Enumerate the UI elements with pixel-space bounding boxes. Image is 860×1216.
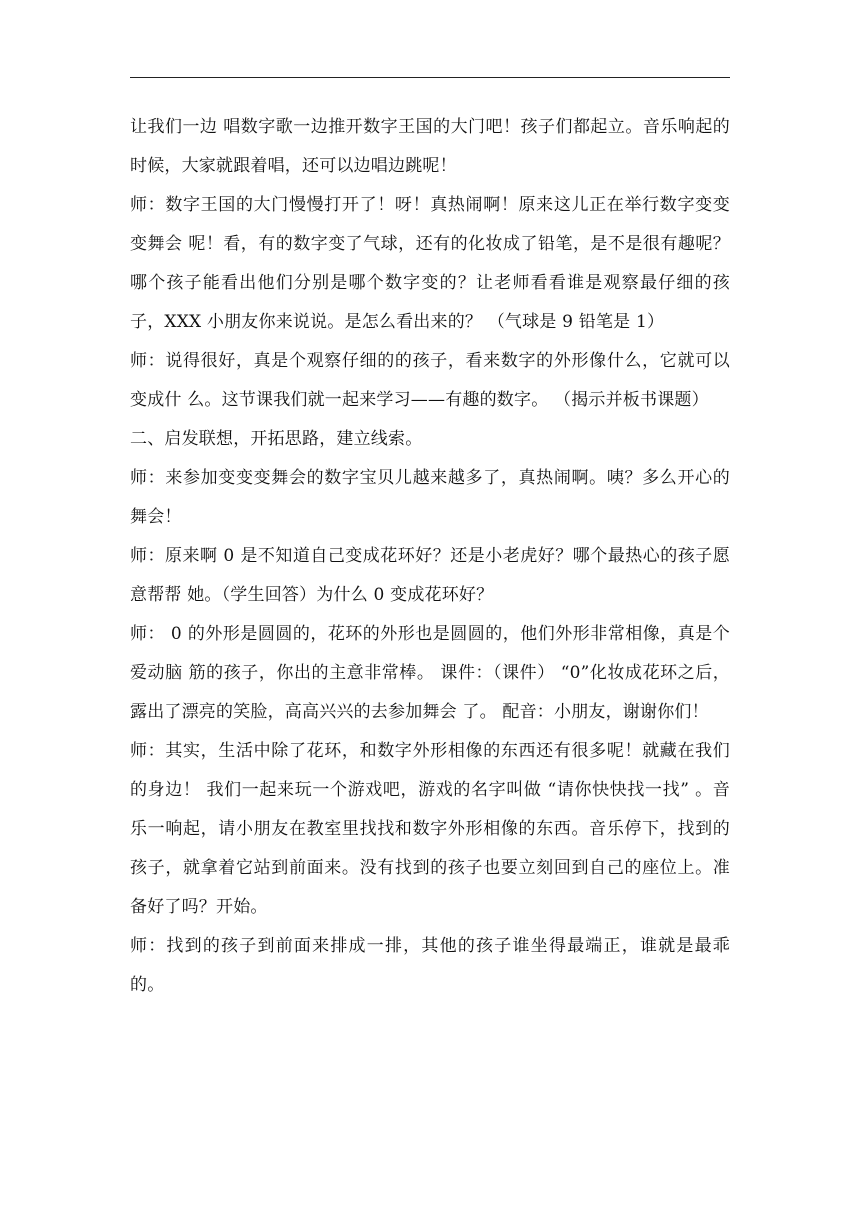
paragraph: 师：数字王国的大门慢慢打开了！呀！真热闹啊！原来这儿正在举行数字变变变舞会 呢！看，有的数字变了气球，还有的化妆成了铅笔，是不是很有趣呢？哪个孩子能看出他们分别是哪个数字变的？让老师看看谁是观察最仔细的孩子，XXX 小朋友你来说说。是怎么看出来的？ （气球是 9 铅笔是 1） (130, 195, 730, 332)
paragraph: 让我们一边 唱数字歌一边推开数字王国的大门吧！孩子们都起立。音乐响起的时候，大家就跟着唱，还可以边唱边跳呢！ (130, 117, 730, 176)
paragraph: 师：来参加变变变舞会的数字宝贝儿越来越多了，真热闹啊。咦？多么开心的舞会！ (130, 468, 730, 527)
paragraph: 师：找到的孩子到前面来排成一排，其他的孩子谁坐得最端正，谁就是最乖 的。 (130, 936, 730, 995)
section-heading: 二、启发联想，开拓思路，建立线索。 (130, 429, 423, 449)
paragraph: 师：说得很好，真是个观察仔细的的孩子，看来数字的外形像什么，它就可以变成什 么。这节课我们就一起来学习——有趣的数字。 （揭示并板书课题） (130, 351, 730, 410)
paragraph: 师： 0 的外形是圆圆的，花环的外形也是圆圆的，他们外形非常相像，真是个爱动脑 筋的孩子，你出的主意非常棒。 课件：（课件） “0”化妆成花环之后，露出了漂亮的笑脸，高高兴兴的去参加舞会 了。 配音：小朋友，谢谢你们！ (130, 624, 730, 722)
header-rule (130, 77, 730, 78)
document-body (130, 108, 730, 1005)
paragraph: 师：原来啊 0 是不知道自己变成花环好？还是小老虎好？哪个最热心的孩子愿意帮帮 她。（学生回答）为什么 0 变成花环好？ (130, 546, 730, 605)
paragraph: 师：其实，生活中除了花环，和数字外形相像的东西还有很多呢！就藏在我们的身边！ 我们一起来玩一个游戏吧，游戏的名字叫做 “请你快快找一找” 。音乐一响起，请小朋友在教室里找找和数字外形相像的东西。音乐停下，找到的孩子，就拿着它站到前面来。没有找到的孩子也要立刻回到自己的座位上。准备好了吗？开始。 (130, 741, 730, 917)
